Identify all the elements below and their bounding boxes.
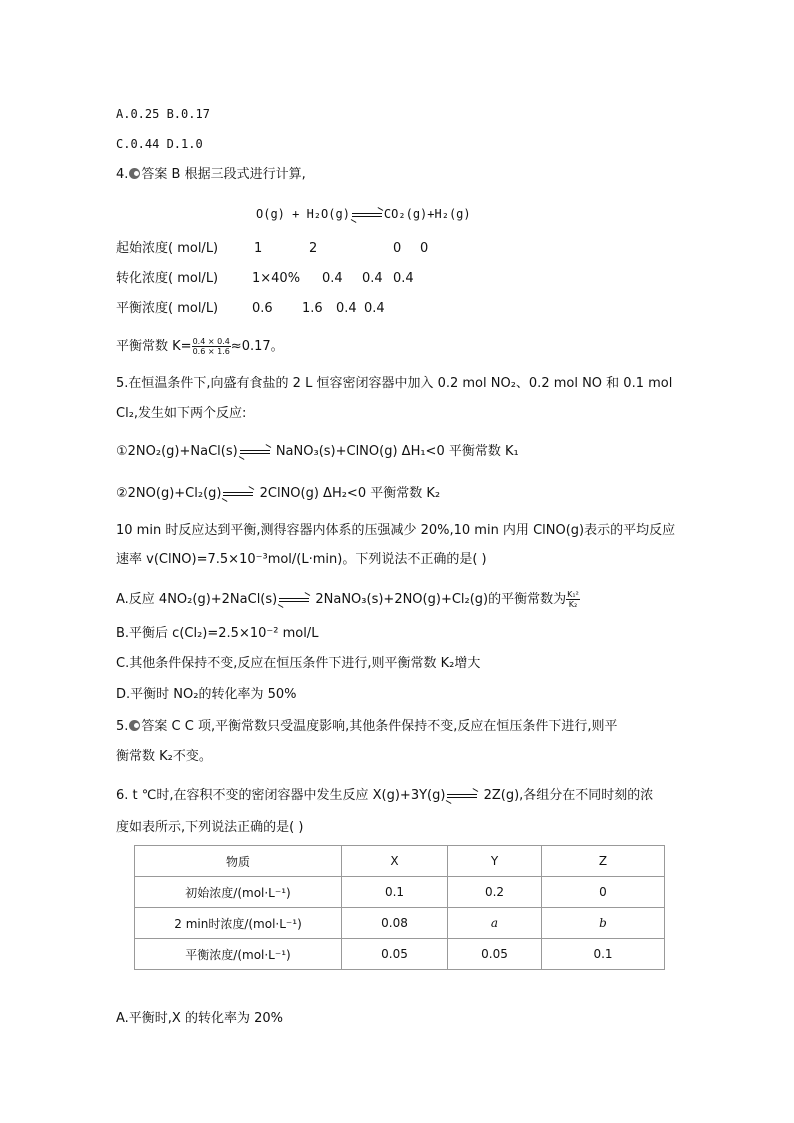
equilibrium-arrow-icon bbox=[447, 792, 477, 800]
table-cell: 0.08 bbox=[342, 908, 448, 939]
q5-reaction-2: ②2NO(g)+Cl₂(g) 2ClNO(g) ΔH₂<0 平衡常数 K₂ bbox=[116, 486, 441, 501]
equilibrium-arrow-icon bbox=[352, 211, 382, 219]
q6-stem-line-2: 度如表所示,下列说法正确的是( ) bbox=[116, 820, 304, 835]
equilibrium-arrow-icon bbox=[223, 490, 253, 498]
q5-option-d: D.平衡时 NO₂的转化率为 50% bbox=[116, 687, 297, 702]
q4-option-line-1: A.0.25 B.0.17 bbox=[116, 107, 210, 121]
table-row bbox=[135, 877, 665, 908]
table-cell: 0.05 bbox=[342, 939, 448, 970]
q5-stem-line-2: Cl₂,发生如下两个反应: bbox=[116, 406, 247, 421]
table-row bbox=[135, 908, 665, 939]
table-cell: 初始浓度/(mol·L⁻¹) bbox=[135, 877, 342, 908]
q4-row-initial: 起始浓度( mol/L) 1 2 0 0 bbox=[116, 241, 429, 256]
table-cell: b bbox=[542, 908, 665, 939]
table-cell: 0.2 bbox=[448, 877, 542, 908]
table-cell: a bbox=[448, 908, 542, 939]
q4-row-equilibrium: 平衡浓度( mol/L) 0.6 1.6 0.4 0.4 bbox=[116, 301, 385, 316]
q4-answer-heading: 4. 答案 B 根据三段式进行计算, bbox=[116, 167, 306, 182]
q6-option-a: A.平衡时,X 的转化率为 20% bbox=[116, 1011, 283, 1026]
q5-stem-line-1: 5.在恒温条件下,向盛有食盐的 2 L 恒容密闭容器中加入 0.2 mol NO₂、0.2 mol NO 和 0.1 mol bbox=[116, 376, 673, 391]
q5-stem-line-3: 10 min 时反应达到平衡,测得容器内体系的压强减少 20%,10 min 内用 ClNO(g)表示的平均反应 bbox=[116, 523, 676, 538]
answer-logo-icon bbox=[129, 168, 140, 179]
table-header-cell: X bbox=[342, 846, 448, 877]
q5-option-a: A.反应 4NO₂(g)+2NaCl(s) 2NaNO₃(s)+2NO(g)+Cl₂(g)的平衡常数为 $\frac{\text{K₁²}}{\text{K₂}}$ bbox=[116, 590, 579, 609]
k-fraction: $\frac{0.4 \times 0.4}{0.6 \times 1.6}$ bbox=[192, 337, 230, 356]
table-row bbox=[135, 939, 665, 970]
q6-stem-line-1: 6. t ℃时,在容积不变的密闭容器中发生反应 X(g)+3Y(g) 2Z(g),各组分在不同时刻的浓 bbox=[116, 788, 654, 803]
q4-option-line-2: C.0.44 D.1.0 bbox=[116, 137, 203, 151]
q5-option-b: B.平衡后 c(Cl₂)=2.5×10⁻² mol/L bbox=[116, 626, 319, 641]
q5-answer-line-1: 5. 答案 C C 项,平衡常数只受温度影响,其他条件保持不变,反应在恒压条件下进行,则平 bbox=[116, 719, 618, 734]
k-ratio-fraction: $\frac{\text{K₁²}}{\text{K₂}}$ bbox=[567, 590, 579, 609]
equilibrium-arrow-icon bbox=[240, 448, 270, 456]
q5-option-c: C.其他条件保持不变,反应在恒压条件下进行,则平衡常数 K₂增大 bbox=[116, 656, 481, 671]
table-header-row bbox=[135, 846, 665, 877]
equilibrium-arrow-icon bbox=[279, 596, 309, 604]
q4-equation: O(g) + H₂O(g) CO₂(g)+H₂(g) bbox=[256, 207, 471, 221]
table-cell: 0.05 bbox=[448, 939, 542, 970]
answer-logo-icon bbox=[129, 720, 140, 731]
q4-row-conversion: 转化浓度( mol/L) 1×40% 0.4 0.4 0.4 bbox=[116, 271, 414, 286]
table-cell: 0.1 bbox=[542, 939, 665, 970]
table-cell: 0.1 bbox=[342, 877, 448, 908]
table-header-cell: 物质 bbox=[135, 846, 342, 877]
table-cell: 平衡浓度/(mol·L⁻¹) bbox=[135, 939, 342, 970]
table-cell: 2 min时浓度/(mol·L⁻¹) bbox=[135, 908, 342, 939]
table-cell: 0 bbox=[542, 877, 665, 908]
q5-stem-line-4: 速率 v(ClNO)=7.5×10⁻³mol/(L·min)。下列说法不正确的是( ) bbox=[116, 552, 487, 567]
q5-answer-line-2: 衡常数 K₂不变。 bbox=[116, 749, 212, 764]
q4-equilibrium-constant: 平衡常数 K= $\frac{0.4 \times 0.4}{0.6 \times 1.6}$ ≈0.17。 bbox=[116, 337, 284, 356]
table-header-cell: Y bbox=[448, 846, 542, 877]
q5-reaction-1: ①2NO₂(g)+NaCl(s) NaNO₃(s)+ClNO(g) ΔH₁<0 平衡常数 K₁ bbox=[116, 444, 519, 459]
table-header-cell: Z bbox=[542, 846, 665, 877]
concentration-table bbox=[134, 845, 665, 970]
